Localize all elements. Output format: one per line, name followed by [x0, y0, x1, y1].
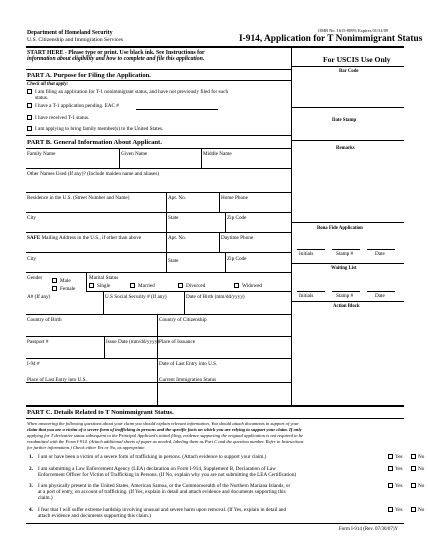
residence-label: Residence in the U.S. (Street Number and Name)	[27, 195, 130, 201]
start-here-line1: START HERE - Please type or print. Use black ink. See Instructions for	[27, 50, 205, 56]
dob-label: Date of Birth (mm/dd/yyyy)	[186, 294, 245, 300]
passport-field[interactable]	[26, 345, 104, 358]
mailing-state-field[interactable]	[167, 264, 225, 272]
apt-no-label: Apt. No.	[168, 195, 187, 201]
middle-name-label: Middle Name	[203, 151, 232, 157]
bar-code-label: Bar Code	[339, 69, 359, 74]
marital-status-label: Marital Status	[89, 275, 119, 281]
question-3-text-2: at a port of entry, on account of trafficking. (If Yes, explain in detail and attach evidence and documents supporting this	[38, 489, 286, 495]
bona-fide-stamp: Stamp #	[336, 251, 354, 257]
uscis-heading: For USCIS Use Only	[323, 55, 391, 64]
question-3-no-label: No	[418, 483, 425, 489]
residence-city-field[interactable]	[26, 221, 166, 232]
department-name: Department of Homeland Security	[27, 30, 113, 36]
form-title: I-914, Application for T Nonimmigrant Status	[239, 34, 423, 44]
country-citizenship-label: Country of Citizenship	[159, 317, 207, 323]
form-footer: Form I-914 (Rev. 07/30/07)Y	[339, 527, 399, 532]
marital-divorced-checkbox[interactable]	[178, 283, 183, 288]
family-name-label: Family Name	[27, 151, 56, 157]
part-a-heading: PART A. Purpose for Filing the Application.	[27, 72, 151, 79]
waiting-list-label: Waiting List	[331, 266, 357, 271]
mailing-zip-field[interactable]	[226, 262, 291, 272]
question-1-number: 1.	[29, 454, 33, 460]
question-4-text-1: I fear that I will suffer extreme hardship involving unusual and severe harm upon removal. (If Yes, explain in detail and	[38, 507, 287, 513]
gender-male-label: Male	[60, 278, 71, 284]
gender-female-checkbox[interactable]	[52, 286, 57, 291]
country-birth-label: Country of Birth	[27, 317, 62, 323]
purpose-family-label: I am applying to bring family member(s) to the United States.	[35, 126, 164, 132]
question-3-text-1: I am physically present in the United States, American Samoa, or the Commonwealth of the Northern Mariana Islands, or	[38, 483, 291, 489]
question-1-yes-checkbox[interactable]	[388, 454, 393, 459]
question-2-text-2: Enforcement Officer for Victim of Trafficking in Persons. (If No, explain why you are not submitting the LEA Certification)	[38, 472, 297, 478]
question-4-no-label: No	[418, 507, 425, 513]
question-3-number: 3.	[29, 483, 33, 489]
gender-male-checkbox[interactable]	[52, 278, 57, 283]
check-all-label: Check all that apply:	[27, 82, 69, 87]
question-1-no-label: No	[418, 454, 425, 460]
part-c-intro-1: When answering the following questions about your claim you should explain relevant information. You should attach documents in support of your	[27, 421, 299, 426]
agency-name: U.S. Citizenship and Immigration Services	[27, 37, 124, 43]
residence-city-label: City	[27, 215, 36, 221]
omb-number: OMB No. 1615-0099; Expires 01/31/09	[318, 28, 389, 33]
question-2-yes-checkbox[interactable]	[388, 466, 393, 471]
marital-married-label: Married	[138, 283, 155, 289]
current-status-label: Current Immigration Status	[159, 377, 217, 383]
action-block-label: Action Block	[333, 304, 360, 309]
gender-label: Gender	[27, 275, 43, 281]
waiting-stamp: Stamp #	[336, 293, 354, 299]
question-3-yes-checkbox[interactable]	[388, 483, 393, 488]
purpose-family-checkbox[interactable]	[27, 126, 32, 131]
purpose-new-t1-label: I am filing an application for T-1 nonimmigrant status, and have not previously filed for such	[35, 89, 229, 95]
question-2-number: 2.	[29, 466, 33, 472]
bona-fide-initials: Initials	[299, 251, 314, 257]
question-4-number: 4.	[29, 507, 33, 513]
part-c-intro-3: applying for T derivative status subsequent to the Principal Applicant's initial filing, evidence supporting the original application is not required to be	[27, 433, 304, 438]
mailing-apt-label: Apt. No.	[168, 235, 187, 241]
part-c-intro-2: claim that you are a victim of a severe form of trafficking in persons and the specific facts on which you are relying to support your claim. If only	[27, 427, 302, 432]
question-4-yes-label: Yes	[395, 507, 403, 513]
gender-female-label: Female	[60, 286, 76, 292]
purpose-new-t1-checkbox[interactable]	[27, 89, 32, 94]
date-last-entry-label: Date of Last Entry into U.S.	[159, 361, 218, 367]
dob-field[interactable]	[185, 300, 291, 314]
current-status-field[interactable]	[158, 383, 291, 405]
uscis-column-border	[291, 47, 292, 405]
place-issuance-field[interactable]	[158, 345, 291, 358]
middle-name-field[interactable]	[202, 157, 291, 168]
marital-widowed-label: Widowed	[242, 283, 262, 289]
residence-zip-field[interactable]	[226, 221, 291, 232]
given-name-field[interactable]	[120, 157, 201, 168]
a-number-field[interactable]	[26, 300, 103, 314]
waiting-date: Date	[375, 293, 385, 299]
marital-single-label: Single	[97, 283, 111, 289]
bona-fide-label: Bona Fide Application	[317, 226, 363, 231]
marital-married-checkbox[interactable]	[130, 283, 135, 288]
mailing-zip-label: Zip Code	[227, 256, 247, 262]
date-stamp-label: Date Stamp	[332, 118, 357, 123]
home-phone-label: Home Phone	[221, 195, 248, 201]
part-c-heading: PART C. Details Related to T Nonimmigrant Status.	[27, 409, 174, 416]
question-2-yes-label: Yes	[395, 466, 403, 472]
i94-label: I-94 #	[27, 361, 40, 367]
question-1-text: I am or have been a victim of a severe form of trafficking in persons. (Attach evidence to support your claim.)	[38, 454, 267, 460]
place-issuance-label: Place of Issuance	[159, 339, 196, 345]
purpose-received-checkbox[interactable]	[27, 115, 32, 120]
safe-mailing-label: SAFE Mailing Address in the U.S., if other than above	[27, 235, 142, 241]
mailing-street-field[interactable]	[26, 241, 166, 252]
issue-date-label: Issue Date (mm/dd/yyyy)	[106, 339, 160, 345]
purpose-received-label: I have received T-1 status.	[35, 115, 90, 121]
other-names-field[interactable]	[26, 177, 291, 192]
other-names-label: Other Names Used (If any)? (Include maiden name and aliases)	[27, 171, 160, 177]
residence-state-field[interactable]	[167, 221, 225, 232]
mailing-apt-field[interactable]	[167, 241, 219, 252]
bona-fide-date: Date	[375, 251, 385, 257]
mailing-state-label: State	[168, 258, 179, 264]
remarks-label: Remarks	[336, 146, 355, 151]
residence-apt-field[interactable]	[167, 201, 219, 212]
question-2-no-checkbox[interactable]	[411, 466, 416, 471]
question-4-no-checkbox[interactable]	[411, 507, 416, 512]
given-name-label: Given Name	[121, 151, 148, 157]
marital-divorced-label: Divorced	[186, 283, 206, 289]
start-here-line2: information about eligibility and how to complete and file this application.	[27, 56, 205, 62]
question-1-yes-label: Yes	[395, 454, 403, 460]
ssn-label: U.S Social Security # (If any)	[105, 294, 167, 300]
mailing-city-label: City	[27, 256, 36, 262]
question-2-text-1: I am submitting a Law Enforcement Agency (LEA) declaration on Form I-914, Supplement B, Declaration of Law	[38, 466, 276, 472]
place-last-entry-label: Place of Last Entry into U.S.	[27, 377, 87, 383]
marital-widowed-checkbox[interactable]	[234, 283, 239, 288]
mailing-city-field[interactable]	[26, 262, 166, 272]
daytime-phone-label: Daytime Phone	[221, 235, 254, 241]
question-3-text-3: claim.)	[38, 495, 53, 501]
a-number-label-text: A# (If any)	[27, 294, 51, 300]
question-3-yes-label: Yes	[395, 483, 403, 489]
part-b-heading: PART B. General Information About Applicant.	[27, 139, 162, 146]
question-4-text-2: attach evidence and documents supporting this claim.)	[38, 513, 151, 519]
residence-state-label: State	[168, 215, 179, 221]
question-4-yes-checkbox[interactable]	[388, 507, 393, 512]
residence-zip-label: Zip Code	[227, 215, 247, 221]
issue-date-field[interactable]	[105, 345, 157, 358]
home-phone-field[interactable]	[220, 201, 291, 212]
question-2-no-label: No	[418, 466, 425, 472]
part-c-intro-5: for further information.) Check either Yes or No, as appropriate.	[27, 445, 146, 450]
purpose-pending-checkbox[interactable]	[27, 103, 32, 108]
passport-label: Passport #	[27, 339, 49, 345]
waiting-initials: Initials	[299, 293, 314, 299]
question-1-no-checkbox[interactable]	[411, 454, 416, 459]
purpose-new-t1-label-2: status.	[35, 95, 49, 101]
residence-street-field[interactable]	[26, 201, 166, 212]
eac-number-field[interactable]	[136, 109, 218, 110]
part-c-intro-4: resubmitted with the Form I-914. (Attach additional sheets of paper as needed, labeling them as Part C and the question number. Refer to Instructions	[27, 439, 304, 444]
country-birth-field[interactable]	[26, 323, 157, 336]
ssn-field[interactable]	[104, 300, 184, 314]
family-name-field[interactable]	[26, 157, 119, 168]
header-rule	[26, 46, 404, 48]
purpose-pending-label: I have a T-1 application pending. EAC #	[35, 103, 119, 109]
country-citizenship-field[interactable]	[158, 323, 291, 336]
marital-single-checkbox[interactable]	[89, 283, 94, 288]
place-last-entry-field[interactable]	[26, 383, 157, 405]
question-3-no-checkbox[interactable]	[411, 483, 416, 488]
daytime-phone-field[interactable]	[220, 241, 291, 252]
